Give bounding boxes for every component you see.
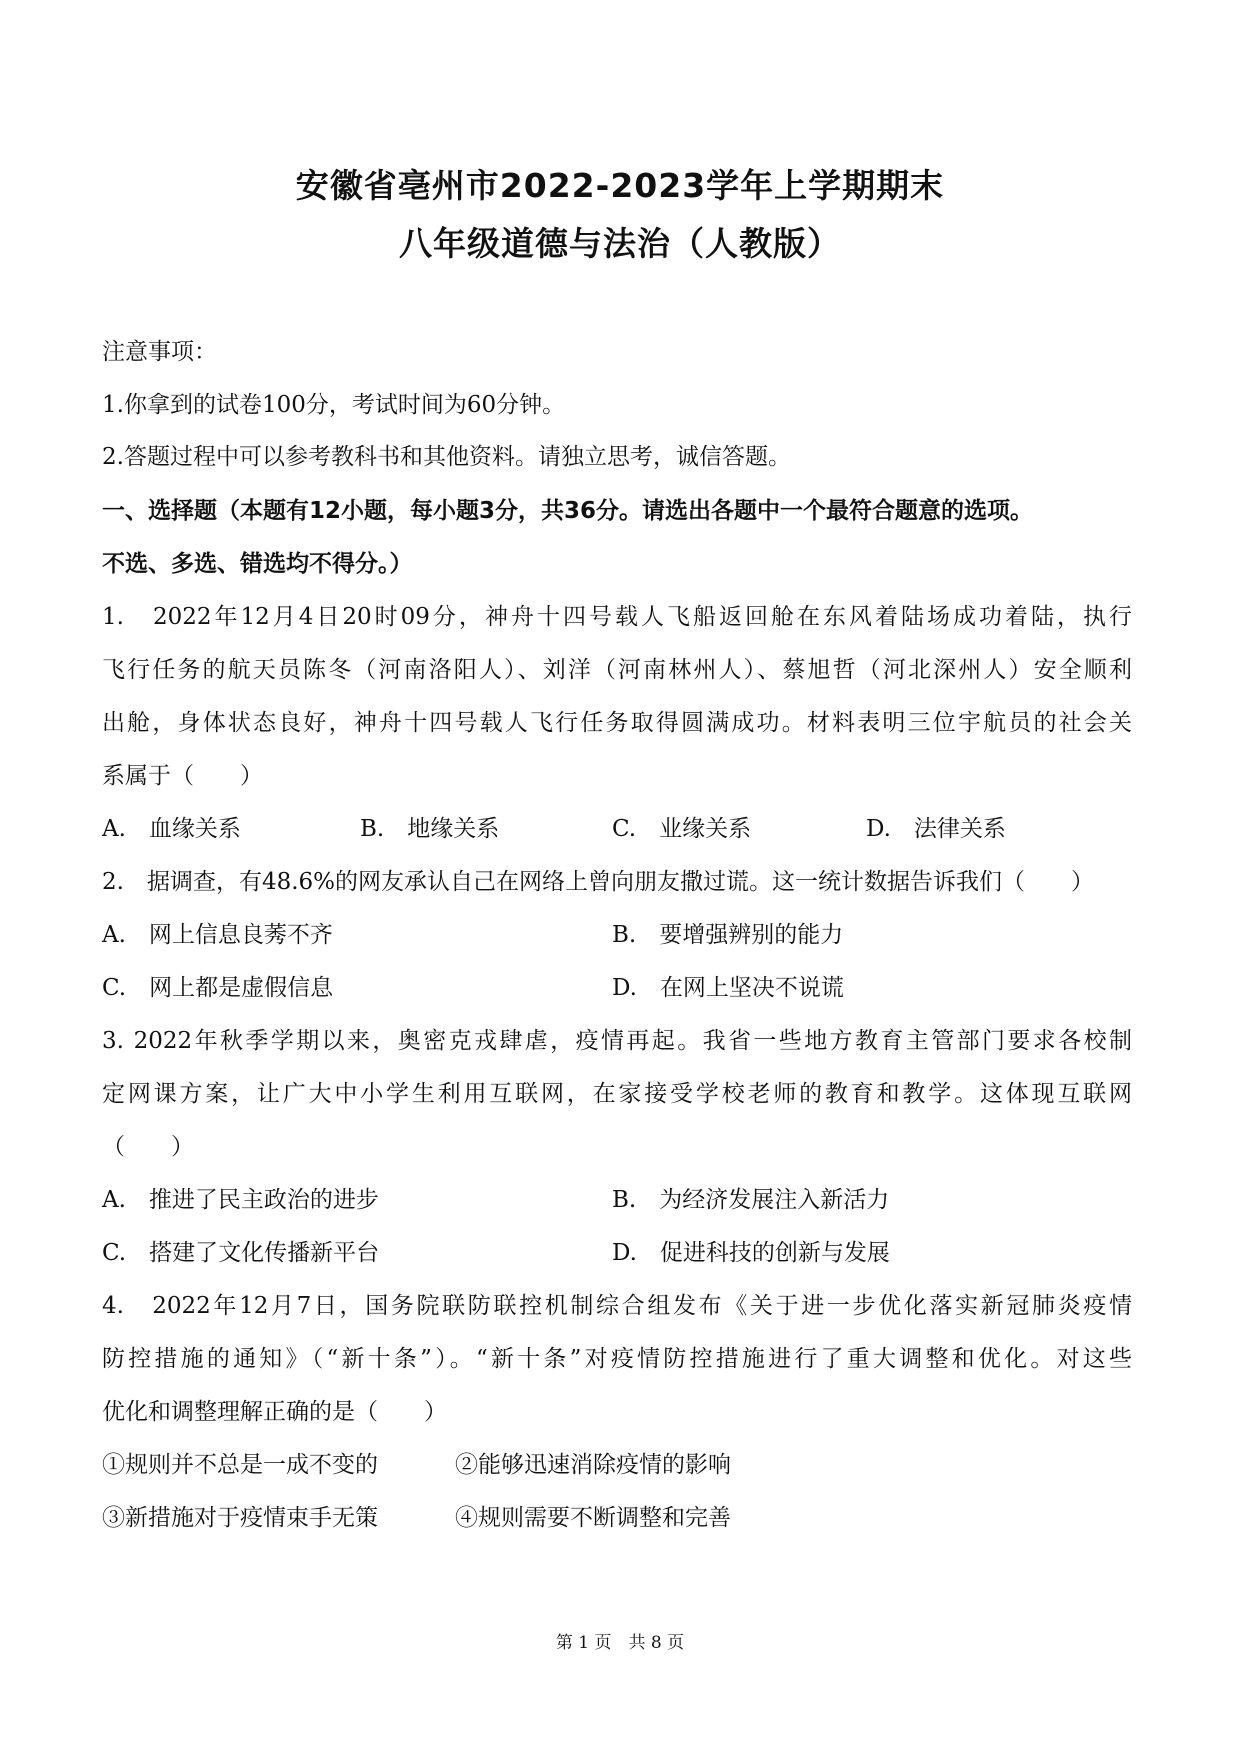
option-a[interactable]: A. 推进了民主政治的进步 — [102, 1187, 379, 1213]
question-2-line: 2. 据调查，有48.6%的网友承认自己在网络上曾向朋友撒过谎。这一统计数据告诉我们（ ） — [102, 869, 1095, 895]
statement-4[interactable]: ④规则需要不断调整和完善 — [455, 1505, 731, 1531]
option-b[interactable]: B. 要增强辨别的能力 — [612, 922, 844, 948]
question-4-line: 优化和调整理解正确的是（ ） — [102, 1399, 447, 1425]
question-3-line: （ ） — [102, 1134, 194, 1160]
option-b[interactable]: B. 地缘关系 — [360, 816, 500, 842]
option-d[interactable]: D. 法律关系 — [866, 816, 1006, 842]
notice-heading: 注意事项： — [102, 339, 217, 365]
option-c[interactable]: C. 业缘关系 — [612, 816, 752, 842]
question-3-line: 3. 2022年秋季学期以来，奥密克戎肆虐，疫情再起。我省一些地方教育主管部门要求各校制 — [102, 1028, 1132, 1054]
option-d[interactable]: D. 促进科技的创新与发展 — [612, 1240, 890, 1266]
statement-3[interactable]: ③新措施对于疫情束手无策 — [102, 1505, 378, 1531]
question-1-line: 出舱，身体状态良好，神舟十四号载人飞行任务取得圆满成功。材料表明三位宇航员的社会关 — [102, 710, 1132, 736]
statement-2[interactable]: ②能够迅速消除疫情的影响 — [455, 1452, 731, 1478]
option-a[interactable]: A. 血缘关系 — [102, 816, 241, 842]
question-1-line: 1. 2022年12月4日20时09分，神舟十四号载人飞船返回舱在东风着陆场成功着陆，执行 — [102, 604, 1132, 630]
question-1-line: 飞行任务的航天员陈冬（河南洛阳人）、刘洋（河南林州人）、蔡旭哲（河北深州人）安全顺利 — [102, 657, 1132, 683]
option-a[interactable]: A. 网上信息良莠不齐 — [102, 922, 333, 948]
option-c[interactable]: C. 网上都是虚假信息 — [102, 975, 334, 1001]
question-3-line: 定网课方案，让广大中小学生利用互联网，在家接受学校老师的教育和教学。这体现互联网 — [102, 1081, 1132, 1107]
question-4-line: 4. 2022年12月7日，国务院联防联控机制综合组发布《关于进一步优化落实新冠肺炎疫情 — [102, 1293, 1132, 1319]
section-heading-cont: 不选、多选、错选均不得分。） — [102, 551, 413, 577]
option-c[interactable]: C. 搭建了文化传播新平台 — [102, 1240, 380, 1266]
section-heading: 一、选择题（本题有12小题，每小题3分，共36分。请选出各题中一个最符合题意的选项。 — [102, 498, 1034, 524]
question-1-line: 系属于（ ） — [102, 763, 263, 789]
option-b[interactable]: B. 为经济发展注入新活力 — [612, 1187, 890, 1213]
exam-subtitle: 八年级道德与法治（人教版） — [399, 224, 841, 263]
statement-1[interactable]: ①规则并不总是一成不变的 — [102, 1452, 378, 1478]
notice-item-1: 1.你拿到的试卷100分，考试时间为60分钟。 — [102, 392, 566, 418]
option-d[interactable]: D. 在网上坚决不说谎 — [612, 975, 844, 1001]
page-number: 第 1 页 共 8 页 — [555, 1633, 685, 1653]
question-4-line: 防控措施的通知》（“新十条”）。“新十条”对疫情防控措施进行了重大调整和优化。对这些 — [102, 1346, 1132, 1372]
exam-title: 安徽省亳州市2022-2023学年上学期期末 — [295, 166, 945, 205]
notice-item-2: 2.答题过程中可以参考教科书和其他资料。请独立思考，诚信答题。 — [102, 444, 791, 470]
